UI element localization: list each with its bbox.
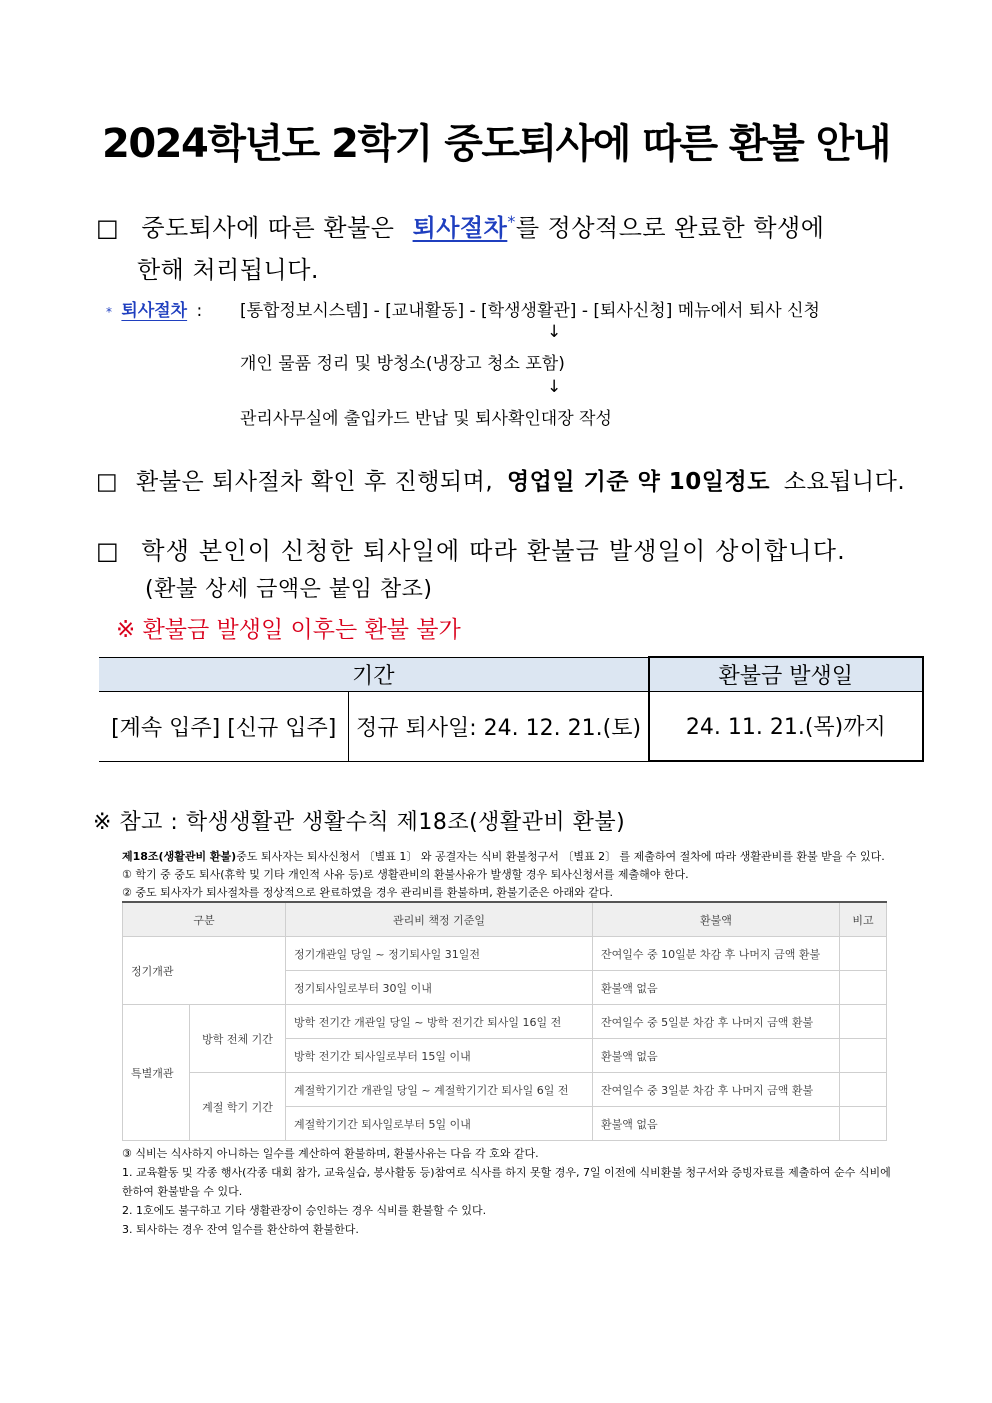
page-title: 2024학년도 2학기 중도퇴사에 따른 환불 안내 <box>101 121 891 167</box>
header-refund-date: 환불금 발생일 <box>649 657 923 691</box>
section-refund-date <box>96 531 846 566</box>
condition-text-line2: 한해 처리됩니다. <box>137 256 320 284</box>
down-arrow-icon: ↓ <box>547 377 562 397</box>
table-row-refund: 환불액 없음 <box>593 1039 840 1073</box>
table-row-remarks <box>840 1073 887 1107</box>
header-period: 기간 <box>352 663 395 689</box>
table-row-basis: 계절학기기간 퇴사일로부터 5일 이내 <box>286 1107 593 1141</box>
subcategory-seasonal: 계절 학기 기간 <box>190 1073 286 1141</box>
article-sub-1b: 한하여 환불받을 수 있다. <box>122 1185 243 1198</box>
col-basis: 관리비 책정 기준일 <box>286 902 593 937</box>
refund-detail-note: (환불 상세 금액은 붙임 참조) <box>145 577 433 602</box>
refund-warning: ※ 환불금 발생일 이후는 환불 불가 <box>116 617 461 643</box>
procedure-label <box>106 296 202 321</box>
checkbox-bullet: □ <box>96 537 120 565</box>
article-item-3: ③ 식비는 식사하지 아니하는 일수를 계산하여 환불하며, 환불사유는 다음 각 호와 같다. <box>122 1147 539 1160</box>
table-row-basis: 계절학기기간 개관일 당일 ~ 계절학기기간 퇴사일 6일 전 <box>286 1073 593 1107</box>
col-category: 구분 <box>123 902 286 937</box>
condition-text-pre: 중도퇴사에 따른 환불은 <box>141 214 395 242</box>
condition-text-post: 를 정상적으로 완료한 학생에 <box>515 214 825 242</box>
checkbox-bullet: □ <box>96 469 119 495</box>
col-remarks: 비고 <box>840 902 887 937</box>
table-row-refund: 잔여일수 중 5일분 차감 후 나머지 금액 환불 <box>593 1005 840 1039</box>
table-row-remarks <box>840 937 887 971</box>
section-processing-time <box>96 463 905 496</box>
procedure-step-1: [통합정보시스템] - [교내활동] - [학생생활관] - [퇴사신청] 메뉴에서 퇴사 신청 <box>240 301 820 321</box>
procedure-step-2: 개인 물품 정리 및 방청소(냉장고 청소 포함) <box>240 354 565 374</box>
fee-refund-table <box>122 901 887 1141</box>
procedure-step-3: 관리사무실에 출입카드 반납 및 퇴사확인대장 작성 <box>240 409 612 429</box>
row-refund-date: 24. 11. 21.(목)까지 <box>649 691 923 761</box>
refund-date-text: 학생 본인이 신청한 퇴사일에 따라 환불금 발생일이 상이합니다. <box>141 537 846 565</box>
table-row-refund: 잔여일수 중 3일분 차감 후 나머지 금액 환불 <box>593 1073 840 1107</box>
procedure-marker: * <box>106 305 112 319</box>
article-text: 중도 퇴사자는 퇴사신청서 〔별표 1〕 와 공결자는 식비 환불청구서 〔별표 2〕 를 제출하여 절차에 따라 생활관비를 환불 받을 수 있다. <box>236 850 885 863</box>
table-row-refund: 환불액 없음 <box>593 1107 840 1141</box>
table-row-refund: 잔여일수 중 10일분 차감 후 나머지 금액 환불 <box>593 937 840 971</box>
processing-text-bold: 영업일 기준 약 10일정도 <box>506 469 770 495</box>
table-row-remarks <box>840 1039 887 1073</box>
checkbox-bullet: □ <box>96 214 120 242</box>
table-row-remarks <box>840 1107 887 1141</box>
row-period: 정규 퇴사일: 24. 12. 21.(토) <box>356 715 642 741</box>
category-regular: 정기개관 <box>123 937 286 1005</box>
article-item-1: ① 학기 중 중도 퇴사(휴학 및 기타 개인적 사유 등)로 생활관비의 환불사유가 발생할 경우 퇴사신청서를 제출해야 한다. <box>122 868 689 881</box>
refund-period-table <box>99 656 924 762</box>
table-row-basis: 정기퇴사일로부터 30일 이내 <box>286 971 593 1005</box>
reference-heading: ※ 참고 : 학생생활관 생활수칙 제18조(생활관비 환불) <box>93 810 626 835</box>
procedure-link[interactable]: 퇴사절차 <box>412 214 508 242</box>
processing-text-post: 소요됩니다. <box>783 469 906 495</box>
article-item-2: ② 중도 퇴사자가 퇴사절차를 정상적으로 완료하였을 경우 관리비를 환불하며, 환불기준은 아래와 같다. <box>122 886 613 899</box>
table-row-basis: 방학 전기간 퇴사일로부터 15일 이내 <box>286 1039 593 1073</box>
processing-text-pre: 환불은 퇴사절차 확인 후 진행되며, <box>136 469 494 495</box>
procedure-colon: : <box>196 301 203 321</box>
article-sub-1a: 1. 교육활동 및 각종 행사(각종 대회 참가, 교육실습, 봉사활동 등)참여로 식사를 하지 못할 경우, 7일 이전에 식비환불 청구서와 증빙자료를 제출하여 순수 식비에 <box>122 1166 891 1179</box>
table-row-basis: 정기개관일 당일 ~ 정기퇴사일 31일전 <box>286 937 593 971</box>
table-row-remarks <box>840 971 887 1005</box>
procedure-label-text: 퇴사절차 <box>121 301 188 321</box>
row-resident-type: [계속 입주] [신규 입주] <box>99 691 349 761</box>
subcategory-vacation: 방학 전체 기간 <box>190 1005 286 1073</box>
table-row-refund: 환불액 없음 <box>593 971 840 1005</box>
article-line <box>122 848 885 864</box>
article-sub-3: 3. 퇴사하는 경우 잔여 일수를 환산하여 환불한다. <box>122 1223 359 1236</box>
table-row-basis: 방학 전기간 개관일 당일 ~ 방학 전기간 퇴사일 16일 전 <box>286 1005 593 1039</box>
article-title: 제18조(생활관비 환불) <box>122 850 237 863</box>
col-refund: 환불액 <box>593 902 840 937</box>
down-arrow-icon: ↓ <box>547 322 562 342</box>
footnote-star: * <box>507 212 516 231</box>
table-row-remarks <box>840 1005 887 1039</box>
section-refund-condition <box>96 208 824 243</box>
category-special: 특별개관 <box>123 1005 190 1141</box>
article-sub-2: 2. 1호에도 불구하고 기타 생활관장이 승인하는 경우 식비를 환불할 수 있다. <box>122 1204 487 1217</box>
